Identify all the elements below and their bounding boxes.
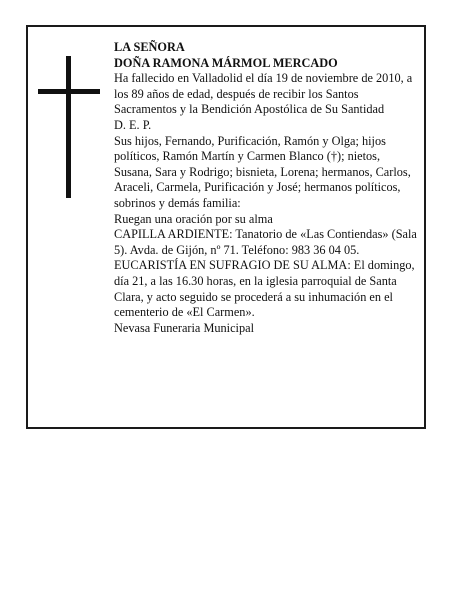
obituary-text [114, 40, 420, 336]
prayer-request: Ruegan una oración por su alma [114, 211, 273, 226]
funeral-home: Nevasa Funeraria Municipal [114, 320, 254, 335]
death-statement: Ha fallecido en Valladolid el día 19 de noviembre de 2010, a los 89 años de edad, después de recibir los Santos Sacramentos y la Bendición Apostólica de Su Santidad [114, 71, 413, 117]
cross-vertical-bar [66, 56, 71, 198]
mass-info: EUCARISTÍA EN SUFRAGIO DE SU ALMA: El domingo, día 21, a las 16.30 horas, en la iglesia parroquial de Santa Clara, y acto seguido se procederá a su inhumación en el cementerio de «El Carmen». [114, 258, 415, 320]
deceased-name: DOÑA RAMONA MÁRMOL MERCADO [114, 55, 338, 70]
family-list: Sus hijos, Fernando, Purificación, Ramón y Olga; hijos políticos, Ramón Martín y Carmen Blanco (†); nietos, Susana, Sara y Rodrigo; bisnieta, Lorena; hermanos, Carlos, Araceli, Carmela, Purificación y José; hermanos políticos, sobrinos y demás familia: [114, 133, 411, 210]
title-line: LA SEÑORA [114, 40, 185, 54]
obituary-notice [26, 25, 426, 429]
cross-horizontal-bar [38, 89, 100, 94]
chapel-info: CAPILLA ARDIENTE: Tanatorio de «Las Contiendas» (Sala 5). Avda. de Gijón, nº 71. Teléfono: 983 36 04 05. [114, 227, 417, 257]
rip-line: D. E. P. [114, 117, 152, 132]
cross-icon [38, 56, 104, 198]
